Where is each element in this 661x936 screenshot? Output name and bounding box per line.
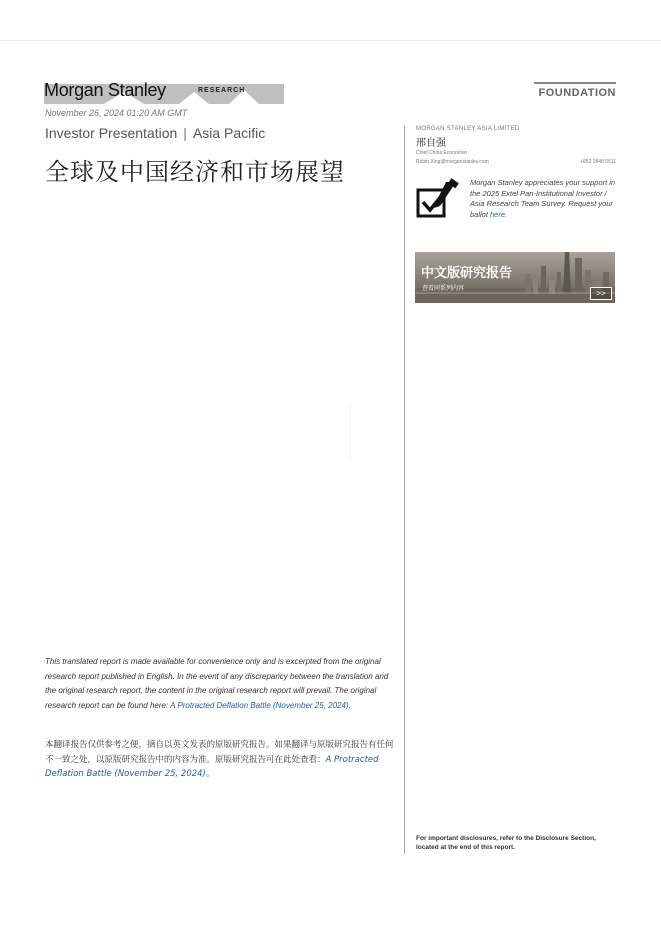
analyst-block bbox=[416, 126, 616, 165]
banner-arrow-button[interactable]: >> bbox=[590, 287, 612, 300]
analyst-firm: MORGAN STANLEY ASIA LIMITED bbox=[416, 126, 520, 132]
brand-section: RESEARCH bbox=[198, 87, 246, 94]
chinese-report-banner[interactable] bbox=[415, 252, 615, 303]
analyst-contact bbox=[416, 159, 616, 165]
original-report-link-en[interactable]: A Protracted Deflation Battle (November 25, 2024) bbox=[170, 700, 349, 710]
analyst-phone: +852 2848 6511 bbox=[580, 159, 616, 165]
survey-callout bbox=[416, 178, 616, 220]
disclosure-note: For important disclosures, refer to the Disclosure Section, located at the end of this report. bbox=[416, 835, 596, 851]
report-subhead bbox=[45, 125, 265, 141]
brand-name: Morgan Stanley bbox=[44, 80, 166, 100]
banner-title: 中文版研究报告 bbox=[421, 266, 513, 281]
series-label: FOUNDATION bbox=[534, 82, 616, 99]
disclaimer-en-text: This translated report is made available for convenience only and is excerpted from the original research report published in English. In the event of any discrepancy between the translation and the original research report, the content in the original research report will prevail. The original research report can be found here: bbox=[45, 657, 389, 710]
column-divider bbox=[404, 126, 405, 854]
disclaimer-chinese bbox=[45, 738, 395, 782]
publish-date: November 26, 2024 01:20 AM GMT bbox=[45, 108, 188, 118]
analyst-email[interactable]: Robin.Xing@morganstanley.com bbox=[416, 159, 489, 165]
top-divider bbox=[0, 40, 661, 41]
disclaimer-cn-text: 本翻译报告仅供参考之便，摘自以英文发表的原版研究报告。如果翻译与原版研究报告有任何不一致之处，以原版研究报告中的内容为准。原版研究报告可在此处查看： bbox=[45, 740, 394, 765]
analyst-role: Chief China Economist bbox=[416, 150, 467, 156]
banner-subtitle: 查看同系列内容 bbox=[422, 286, 465, 292]
page-title: 全球及中国经济和市场展望 bbox=[45, 158, 345, 186]
faint-mark bbox=[350, 405, 351, 460]
original-report-link-cn[interactable]: A Protracted Deflation Battle (November 25, 2024) bbox=[45, 754, 379, 779]
checkbox-pencil-icon bbox=[416, 178, 462, 220]
survey-ballot-link[interactable]: here. bbox=[490, 209, 508, 219]
brand-logo bbox=[44, 80, 284, 104]
report-region: Asia Pacific bbox=[192, 125, 266, 141]
disclaimer-en-tail: . bbox=[348, 700, 351, 710]
disclaimer-english bbox=[45, 655, 390, 713]
survey-message: Morgan Stanley appreciates your support in the 2025 Extel Pan-Institutional Investor / Asia Research Team Survey. Request your ballot bbox=[470, 178, 616, 219]
analyst-name: 邢自强 bbox=[416, 138, 446, 149]
subhead-separator: | bbox=[183, 125, 187, 141]
disclaimer-cn-tail: 。 bbox=[205, 769, 215, 779]
survey-text bbox=[470, 178, 616, 220]
report-type: Investor Presentation bbox=[45, 125, 178, 141]
